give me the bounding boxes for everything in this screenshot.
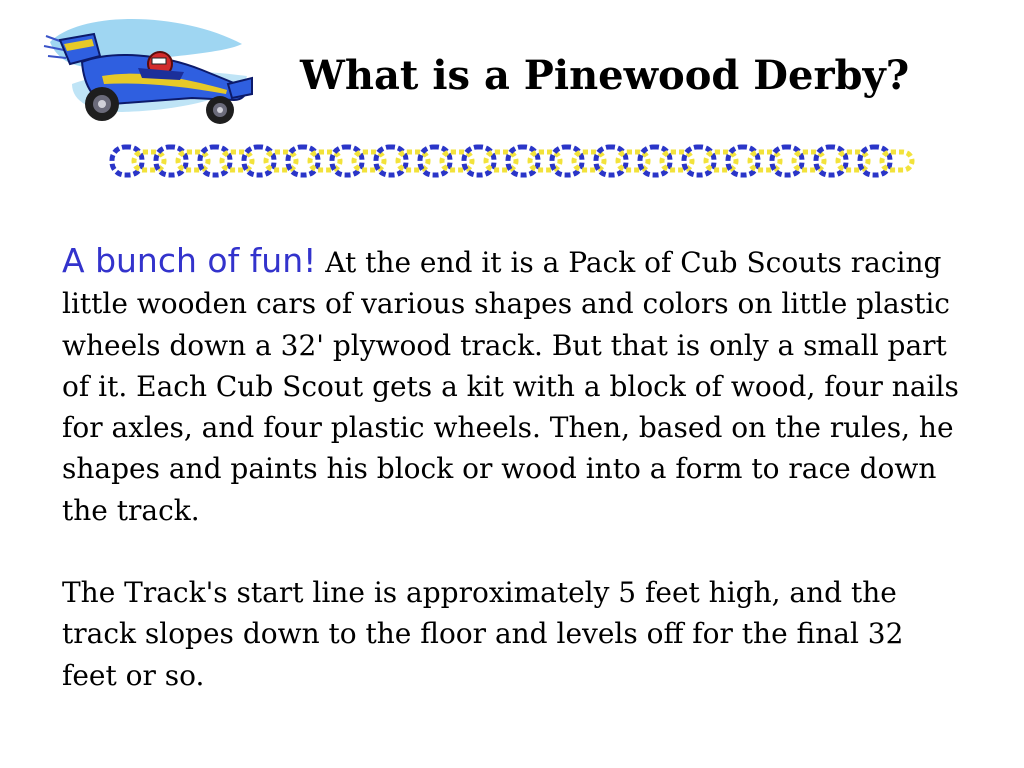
slide-body	[62, 240, 962, 696]
paragraph-intro	[62, 240, 962, 531]
race-car-icon	[42, 14, 254, 134]
highlight-text: A bunch of fun!	[62, 241, 317, 280]
slide-title: What is a Pinewood Derby?	[300, 52, 910, 99]
paragraph-track: The Track's start line is approximately 5 feet high, and the track slopes down to the floor and levels off for the final 32 feet or so.	[62, 576, 904, 692]
paragraph-intro-text: At the end it is a Pack of Cub Scouts racing little wooden cars of various shapes and colors on little plastic wheels down a 32' plywood track. But that is only a small part of it. Each Cub Scout gets a kit with a block of wood, four nails for axles, and four plastic wheels. Then, based on the rules, he shapes and paints his block or wood into a form to race down the track.	[62, 246, 959, 527]
chain-divider-icon	[108, 142, 920, 180]
chain-link	[882, 152, 912, 170]
